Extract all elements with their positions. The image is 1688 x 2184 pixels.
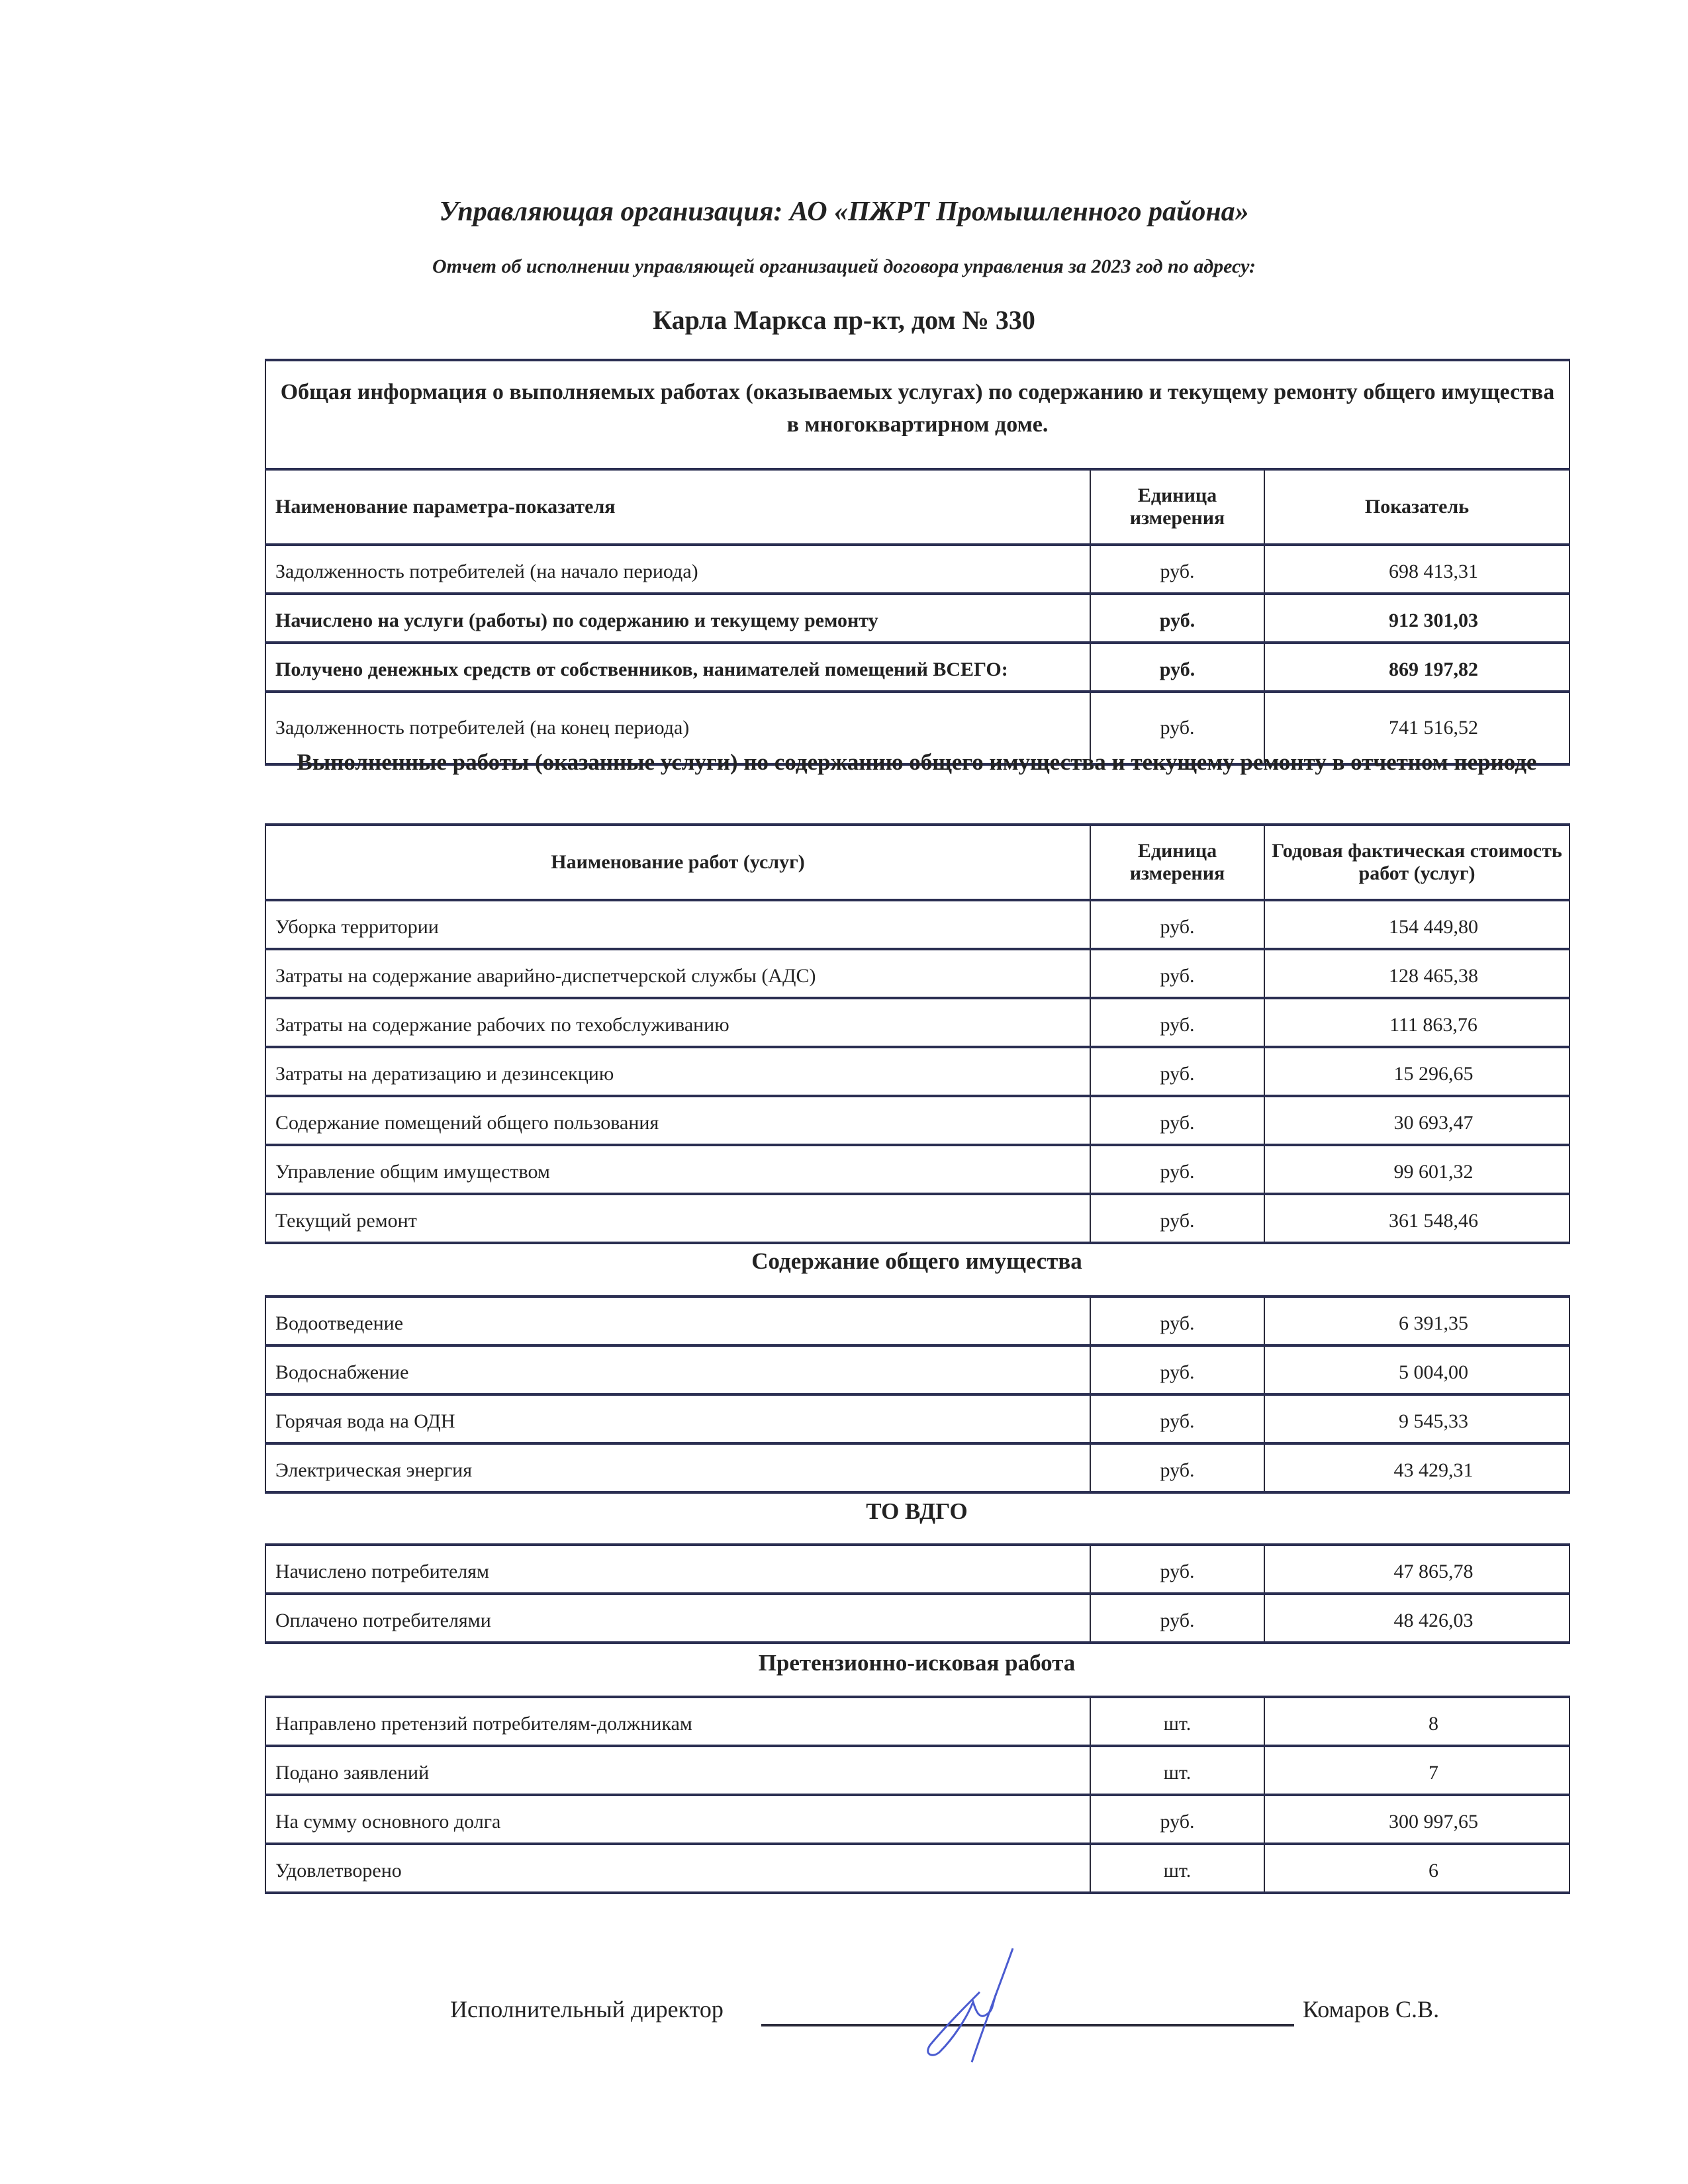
row-unit: руб. — [1090, 1545, 1264, 1594]
row-name: Задолженность потребителей (на начало периода) — [265, 545, 1090, 594]
signatory-position: Исполнительный директор — [450, 1996, 724, 2023]
table-row — [265, 1844, 1570, 1893]
row-name: Электрическая энергия — [265, 1443, 1090, 1492]
handwritten-signature-icon — [900, 1946, 1046, 2065]
column-header-unit: Единица измерения — [1090, 825, 1264, 900]
row-name: Текущий ремонт — [265, 1194, 1090, 1243]
row-unit: шт. — [1090, 1844, 1264, 1893]
row-name: Горячая вода на ОДН — [265, 1394, 1090, 1443]
table-row — [265, 1545, 1570, 1594]
row-name: Подано заявлений — [265, 1746, 1090, 1795]
row-unit: руб. — [1090, 643, 1264, 692]
row-unit: руб. — [1090, 594, 1264, 643]
row-value: 6 — [1264, 1844, 1570, 1893]
row-value: 7 — [1264, 1746, 1570, 1795]
table-row — [265, 949, 1570, 998]
address-title: Карла Маркса пр-кт, дом № 330 — [653, 305, 1035, 335]
row-value: 47 865,78 — [1264, 1545, 1570, 1594]
column-header-annual-cost: Годовая фактическая стоимость работ (услуг) — [1264, 825, 1570, 900]
row-unit: руб. — [1090, 1443, 1264, 1492]
row-value: 154 449,80 — [1264, 900, 1570, 949]
row-value: 6 391,35 — [1264, 1297, 1570, 1345]
row-unit: руб. — [1090, 1394, 1264, 1443]
row-name: Направлено претензий потребителям-должникам — [265, 1697, 1090, 1746]
vdgo-table — [265, 1543, 1570, 1644]
table-row — [265, 1443, 1570, 1492]
row-unit: шт. — [1090, 1746, 1264, 1795]
table-row — [265, 643, 1570, 692]
row-value: 5 004,00 — [1264, 1345, 1570, 1394]
row-unit: руб. — [1090, 949, 1264, 998]
table-row — [265, 900, 1570, 949]
row-name: Оплачено потребителями — [265, 1594, 1090, 1643]
row-unit: руб. — [1090, 1194, 1264, 1243]
row-unit: руб. — [1090, 1145, 1264, 1194]
row-name: Затраты на дератизацию и дезинсекцию — [265, 1047, 1090, 1096]
vdgo-section-title: ТО ВДГО — [866, 1498, 968, 1524]
row-value: 9 545,33 — [1264, 1394, 1570, 1443]
row-unit: руб. — [1090, 1594, 1264, 1643]
table-row — [265, 1194, 1570, 1243]
row-value: 869 197,82 — [1264, 643, 1570, 692]
row-name: Управление общим имуществом — [265, 1145, 1090, 1194]
row-unit: шт. — [1090, 1697, 1264, 1746]
organization-title: Управляющая организация: АО «ПЖРТ Промышленного района» — [439, 197, 1249, 227]
claims-section-title: Претензионно-исковая работа — [758, 1650, 1076, 1676]
row-name: Содержание помещений общего пользования — [265, 1096, 1090, 1145]
row-value: 128 465,38 — [1264, 949, 1570, 998]
claims-table — [265, 1696, 1570, 1894]
table-row — [265, 545, 1570, 594]
column-header-indicator: Показатель — [1264, 469, 1570, 545]
row-name: Затраты на содержание рабочих по техобслуживанию — [265, 998, 1090, 1047]
table-row — [265, 594, 1570, 643]
general-info-table — [265, 359, 1570, 766]
works-table — [265, 823, 1570, 1243]
table-row — [265, 1047, 1570, 1096]
row-value: 111 863,76 — [1264, 998, 1570, 1047]
report-subtitle: Отчет об исполнении управляющей организацией договора управления за 2023 год по адресу: — [432, 255, 1256, 277]
column-header-parameter: Наименование параметра-показателя — [265, 469, 1090, 545]
table-row — [265, 1746, 1570, 1795]
row-value: 741 516,52 — [1264, 692, 1570, 764]
row-unit: руб. — [1090, 1096, 1264, 1145]
row-value: 48 426,03 — [1264, 1594, 1570, 1643]
row-name: Водоснабжение — [265, 1345, 1090, 1394]
row-value: 30 693,47 — [1264, 1096, 1570, 1145]
table-row — [265, 1697, 1570, 1746]
table-row — [265, 1345, 1570, 1394]
signatory-name: Комаров С.В. — [1303, 1996, 1440, 2023]
row-name: Удовлетворено — [265, 1844, 1090, 1893]
row-unit: руб. — [1090, 1297, 1264, 1345]
row-value: 8 — [1264, 1697, 1570, 1746]
row-unit: руб. — [1090, 900, 1264, 949]
row-name: Уборка территории — [265, 900, 1090, 949]
table-row — [265, 1096, 1570, 1145]
column-header-work-name: Наименование работ (услуг) — [265, 825, 1090, 900]
table-row — [265, 998, 1570, 1047]
row-value: 15 296,65 — [1264, 1047, 1570, 1096]
row-value: 300 997,65 — [1264, 1795, 1570, 1844]
row-name: Получено денежных средств от собственников, нанимателей помещений ВСЕГО: — [265, 643, 1090, 692]
row-unit: руб. — [1090, 1795, 1264, 1844]
row-name: Затраты на содержание аварийно-диспетчерской службы (АДС) — [265, 949, 1090, 998]
row-unit: руб. — [1090, 692, 1264, 764]
table-row — [265, 1795, 1570, 1844]
row-unit: руб. — [1090, 1345, 1264, 1394]
row-value: 361 548,46 — [1264, 1194, 1570, 1243]
works-section-title: Выполненные работы (оказанные услуги) по содержанию общего имущества и текущему ремонту в отчетном периоде — [297, 749, 1537, 775]
table-row — [265, 1297, 1570, 1345]
column-header-unit: Единица измерения — [1090, 469, 1264, 545]
row-value: 43 429,31 — [1264, 1443, 1570, 1492]
maintenance-table — [265, 1295, 1570, 1494]
maintenance-section-title: Содержание общего имущества — [751, 1248, 1082, 1274]
table-row — [265, 1145, 1570, 1194]
row-unit: руб. — [1090, 998, 1264, 1047]
row-name: Водоотведение — [265, 1297, 1090, 1345]
row-value: 912 301,03 — [1264, 594, 1570, 643]
general-info-caption: Общая информация о выполняемых работах (оказываемых услугах) по содержанию и текущему ремонту общего имущества в многоквартирном доме. — [265, 360, 1570, 469]
row-name: Задолженность потребителей (на конец периода) — [265, 692, 1090, 764]
row-value: 698 413,31 — [1264, 545, 1570, 594]
table-row — [265, 1594, 1570, 1643]
row-name: Начислено на услуги (работы) по содержанию и текущему ремонту — [265, 594, 1090, 643]
row-name: На сумму основного долга — [265, 1795, 1090, 1844]
row-name: Начислено потребителям — [265, 1545, 1090, 1594]
table-row — [265, 1394, 1570, 1443]
row-unit: руб. — [1090, 545, 1264, 594]
row-value: 99 601,32 — [1264, 1145, 1570, 1194]
row-unit: руб. — [1090, 1047, 1264, 1096]
